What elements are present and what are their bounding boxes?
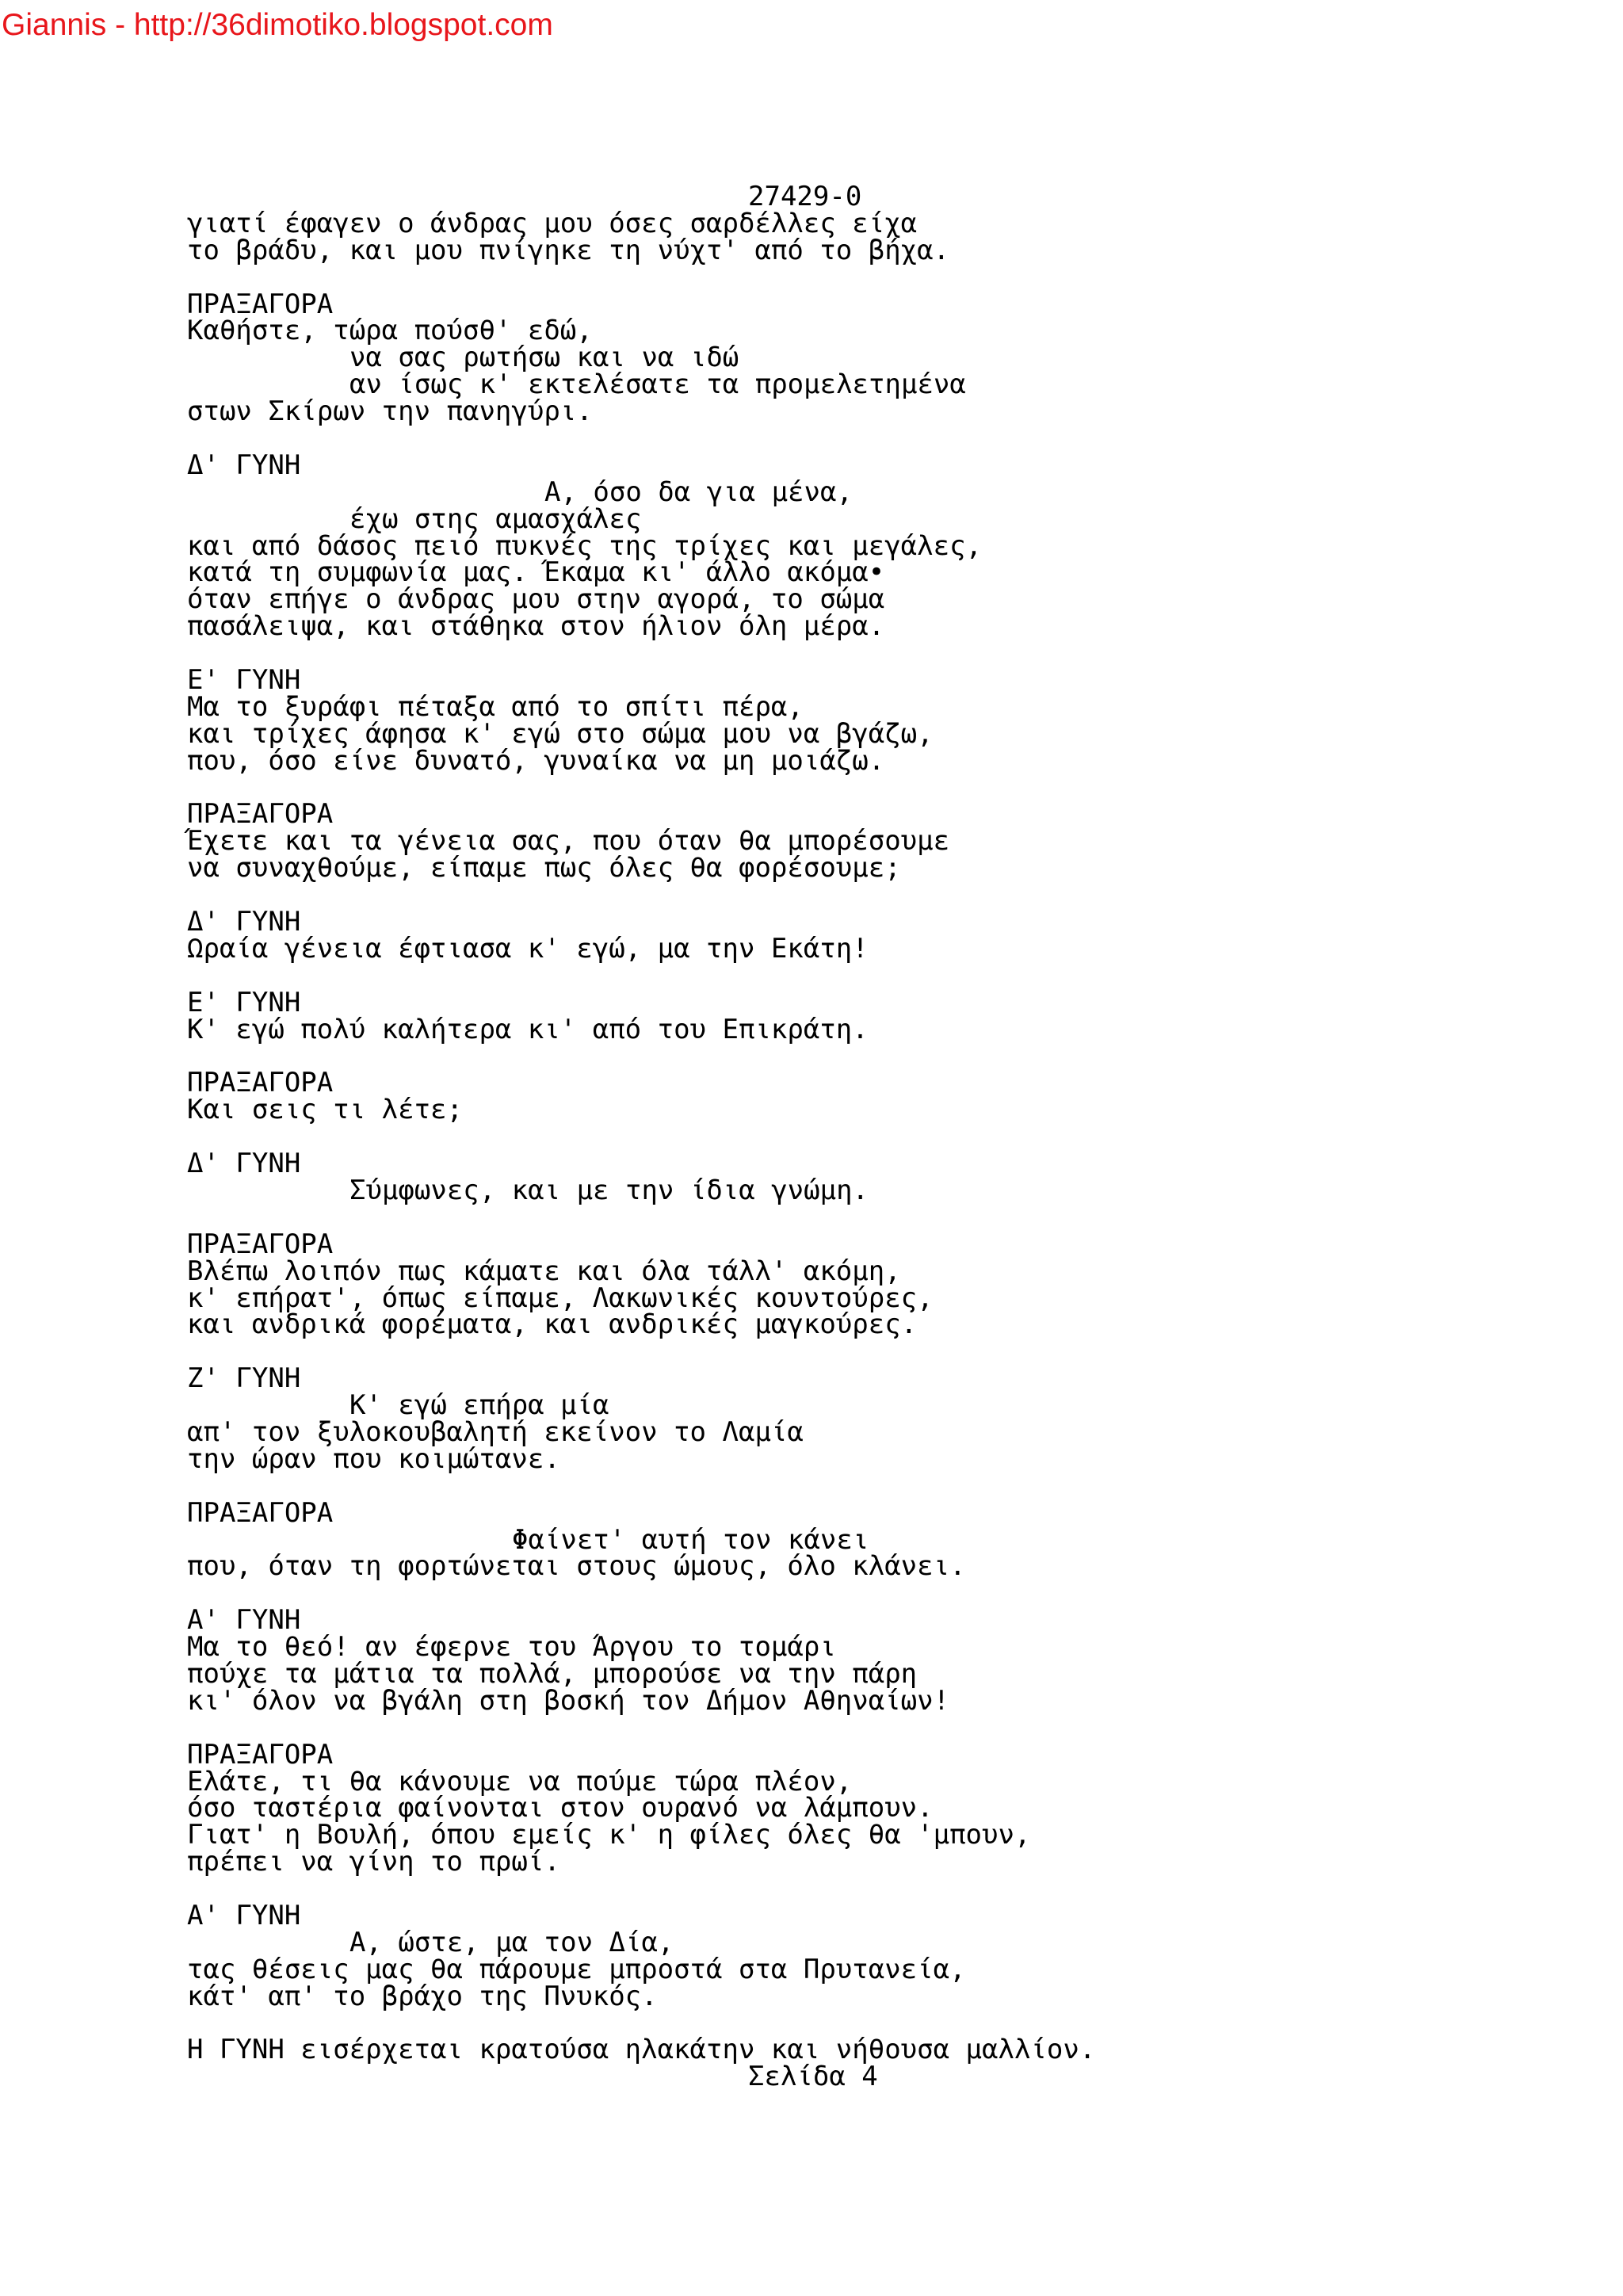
blank-line <box>187 640 1095 667</box>
script-lines <box>187 207 1096 2066</box>
document-body <box>187 181 1096 2093</box>
blank-line <box>187 775 1095 802</box>
text-line: κάτ' απ' το βράχο της Πνυκός. <box>187 1980 658 2012</box>
page-number: Σελίδα 4 <box>748 2061 878 2093</box>
text-line: όσο ταστέρια φαίνονται στον ουρανό να λάμπουν. <box>187 1792 934 1824</box>
text-line: αν ίσως κ' εκτελέσατε τα προμελετημένα <box>349 369 966 401</box>
blank-line <box>187 1580 1095 1607</box>
blank-line <box>187 1124 1095 1151</box>
text-line: Ωραία γένεια έφτιασα κ' εγώ, μα την Εκάτη! <box>187 932 869 965</box>
text-line: και ανδρικά φορέματα, και ανδρικές μαγκούρες. <box>187 1308 918 1341</box>
text-line: Α' ΓΥΝΗ <box>187 1604 301 1637</box>
text-line: που, όσο είνε δυνατό, γυναίκα να μη μοιάζω. <box>187 744 885 777</box>
text-line: και τρίχες άφησα κ' εγώ στο σώμα μου να βγάζω, <box>187 717 934 750</box>
text-line: Φαίνετ' αυτή τον κάνει <box>512 1523 869 1556</box>
text-line: ΠΡΑΞΑΓΟΡΑ <box>187 1067 334 1099</box>
text-line: Μα το ξυράφι πέταξα από το σπίτι πέρα, <box>187 690 804 723</box>
blank-line <box>187 1715 1095 1742</box>
text-line: Έχετε και τα γένεια σας, που όταν θα μπορέσουμε <box>187 825 950 858</box>
blank-line <box>187 963 1095 990</box>
text-line: Μα το θεό! αν έφερνε του Άργου το τομάρι <box>187 1631 836 1664</box>
text-line: όταν επήγε ο άνδρας μου στην αγορά, το σώμα <box>187 583 885 616</box>
text-line: στων Σκίρων την πανηγύρι. <box>187 395 593 428</box>
blank-line <box>187 1044 1095 1071</box>
text-line: να σας ρωτήσω και να ιδώ <box>349 342 739 374</box>
text-line: πασάλειψα, και στάθηκα στον ήλιον όλη μέρα. <box>187 610 885 643</box>
blank-line <box>187 1876 1095 1903</box>
watermark-link[interactable]: Giannis - http://36dimotiko.blogspot.com <box>2 8 553 42</box>
text-line: να συναχθούμε, είπαμε πως όλες θα φορέσουμε; <box>187 852 901 884</box>
text-line: Καθήστε, τώρα πούσθ' εδώ, <box>187 315 593 347</box>
text-line: πρέπει να γίνη το πρωί. <box>187 1846 560 1878</box>
text-line: που, όταν τη φορτώνεται στους ώμους, όλο κλάνει. <box>187 1550 966 1583</box>
text-line: Και σεις τι λέτε; <box>187 1094 463 1126</box>
text-line: Κ' εγώ πολύ καλήτερα κι' από του Επικράτη. <box>187 1013 869 1045</box>
text-line: Ζ' ΓΥΝΗ <box>187 1362 301 1395</box>
text-line: Ε' ΓΥΝΗ <box>187 664 301 697</box>
text-line: έχω στης αμασχάλες <box>349 502 642 535</box>
text-line: κ' επήρατ', όπως είπαμε, Λακωνικές κουντούρες, <box>187 1282 934 1314</box>
text-line: Κ' εγώ επήρα μία <box>349 1389 609 1422</box>
text-line: Σύμφωνες, και με την ίδια γνώμη. <box>349 1174 869 1206</box>
text-line: τας θέσεις μας θα πάρουμε μπροστά στα Πρυτανεία, <box>187 1953 966 1985</box>
text-line: απ' τον ξυλοκουβαλητή εκείνον το Λαμία <box>187 1415 804 1448</box>
blank-line <box>187 1205 1095 1232</box>
text-line: Γιατ' η Βουλή, όπου εμείς κ' η φίλες όλες θα 'μπουν, <box>187 1819 1031 1851</box>
text-line: Ε' ΓΥΝΗ <box>187 986 301 1018</box>
blank-line <box>187 2011 1095 2038</box>
text-line: Α, όσο δα για μένα, <box>544 476 853 508</box>
text-line: και από δάσος πειό πυκνές της τρίχες και μεγάλες, <box>187 529 983 562</box>
text-line: ΠΡΑΞΑΓΟΡΑ <box>187 288 334 320</box>
blank-line <box>187 426 1095 453</box>
text-line: Α' ΓΥΝΗ <box>187 1900 301 1931</box>
text-line: ΠΡΑΞΑΓΟΡΑ <box>187 798 334 831</box>
text-line: Δ' ΓΥΝΗ <box>187 449 301 481</box>
text-line: ΠΡΑΞΑΓΟΡΑ <box>187 1228 334 1260</box>
blank-line <box>187 1339 1095 1366</box>
text-line: το βράδυ, και μου πνίγηκε τη νύχτ' από το βήχα. <box>187 234 950 266</box>
text-line: Δ' ΓΥΝΗ <box>187 1148 301 1180</box>
blank-line <box>187 265 1095 292</box>
text-line: ΠΡΑΞΑΓΟΡΑ <box>187 1738 334 1771</box>
blank-line <box>187 882 1095 909</box>
text-line: Α, ώστε, μα τον Δία, <box>349 1926 674 1958</box>
text-line: γιατί έφαγεν ο άνδρας μου όσες σαρδέλλες είχα <box>187 207 918 239</box>
text-line: Ελάτε, τι θα κάνουμε να πούμε τώρα πλέον, <box>187 1765 853 1797</box>
text-line: ΠΡΑΞΑΓΟΡΑ <box>187 1496 334 1529</box>
text-line: κατά τη συμφωνία μας. Έκαμα κι' άλλο ακόμα• <box>187 556 885 589</box>
text-line: Δ' ΓΥΝΗ <box>187 906 301 938</box>
text-line: πούχε τα μάτια τα πολλά, μπορούσε να την πάρη <box>187 1657 918 1690</box>
blank-line <box>187 1473 1095 1500</box>
document-code: 27429-0 <box>748 181 862 212</box>
text-line: κι' όλον να βγάλη στη βοσκή τον Δήμον Αθηναίων! <box>187 1684 950 1717</box>
text-line: την ώραν που κοιμώτανε. <box>187 1442 560 1475</box>
text-line: Βλέπω λοιπόν πως κάματε και όλα τάλλ' ακόμη, <box>187 1255 901 1287</box>
text-line: Η ΓΥΝΗ εισέρχεται κρατούσα ηλακάτην και νήθουσα μαλλίον. <box>187 2034 1096 2066</box>
